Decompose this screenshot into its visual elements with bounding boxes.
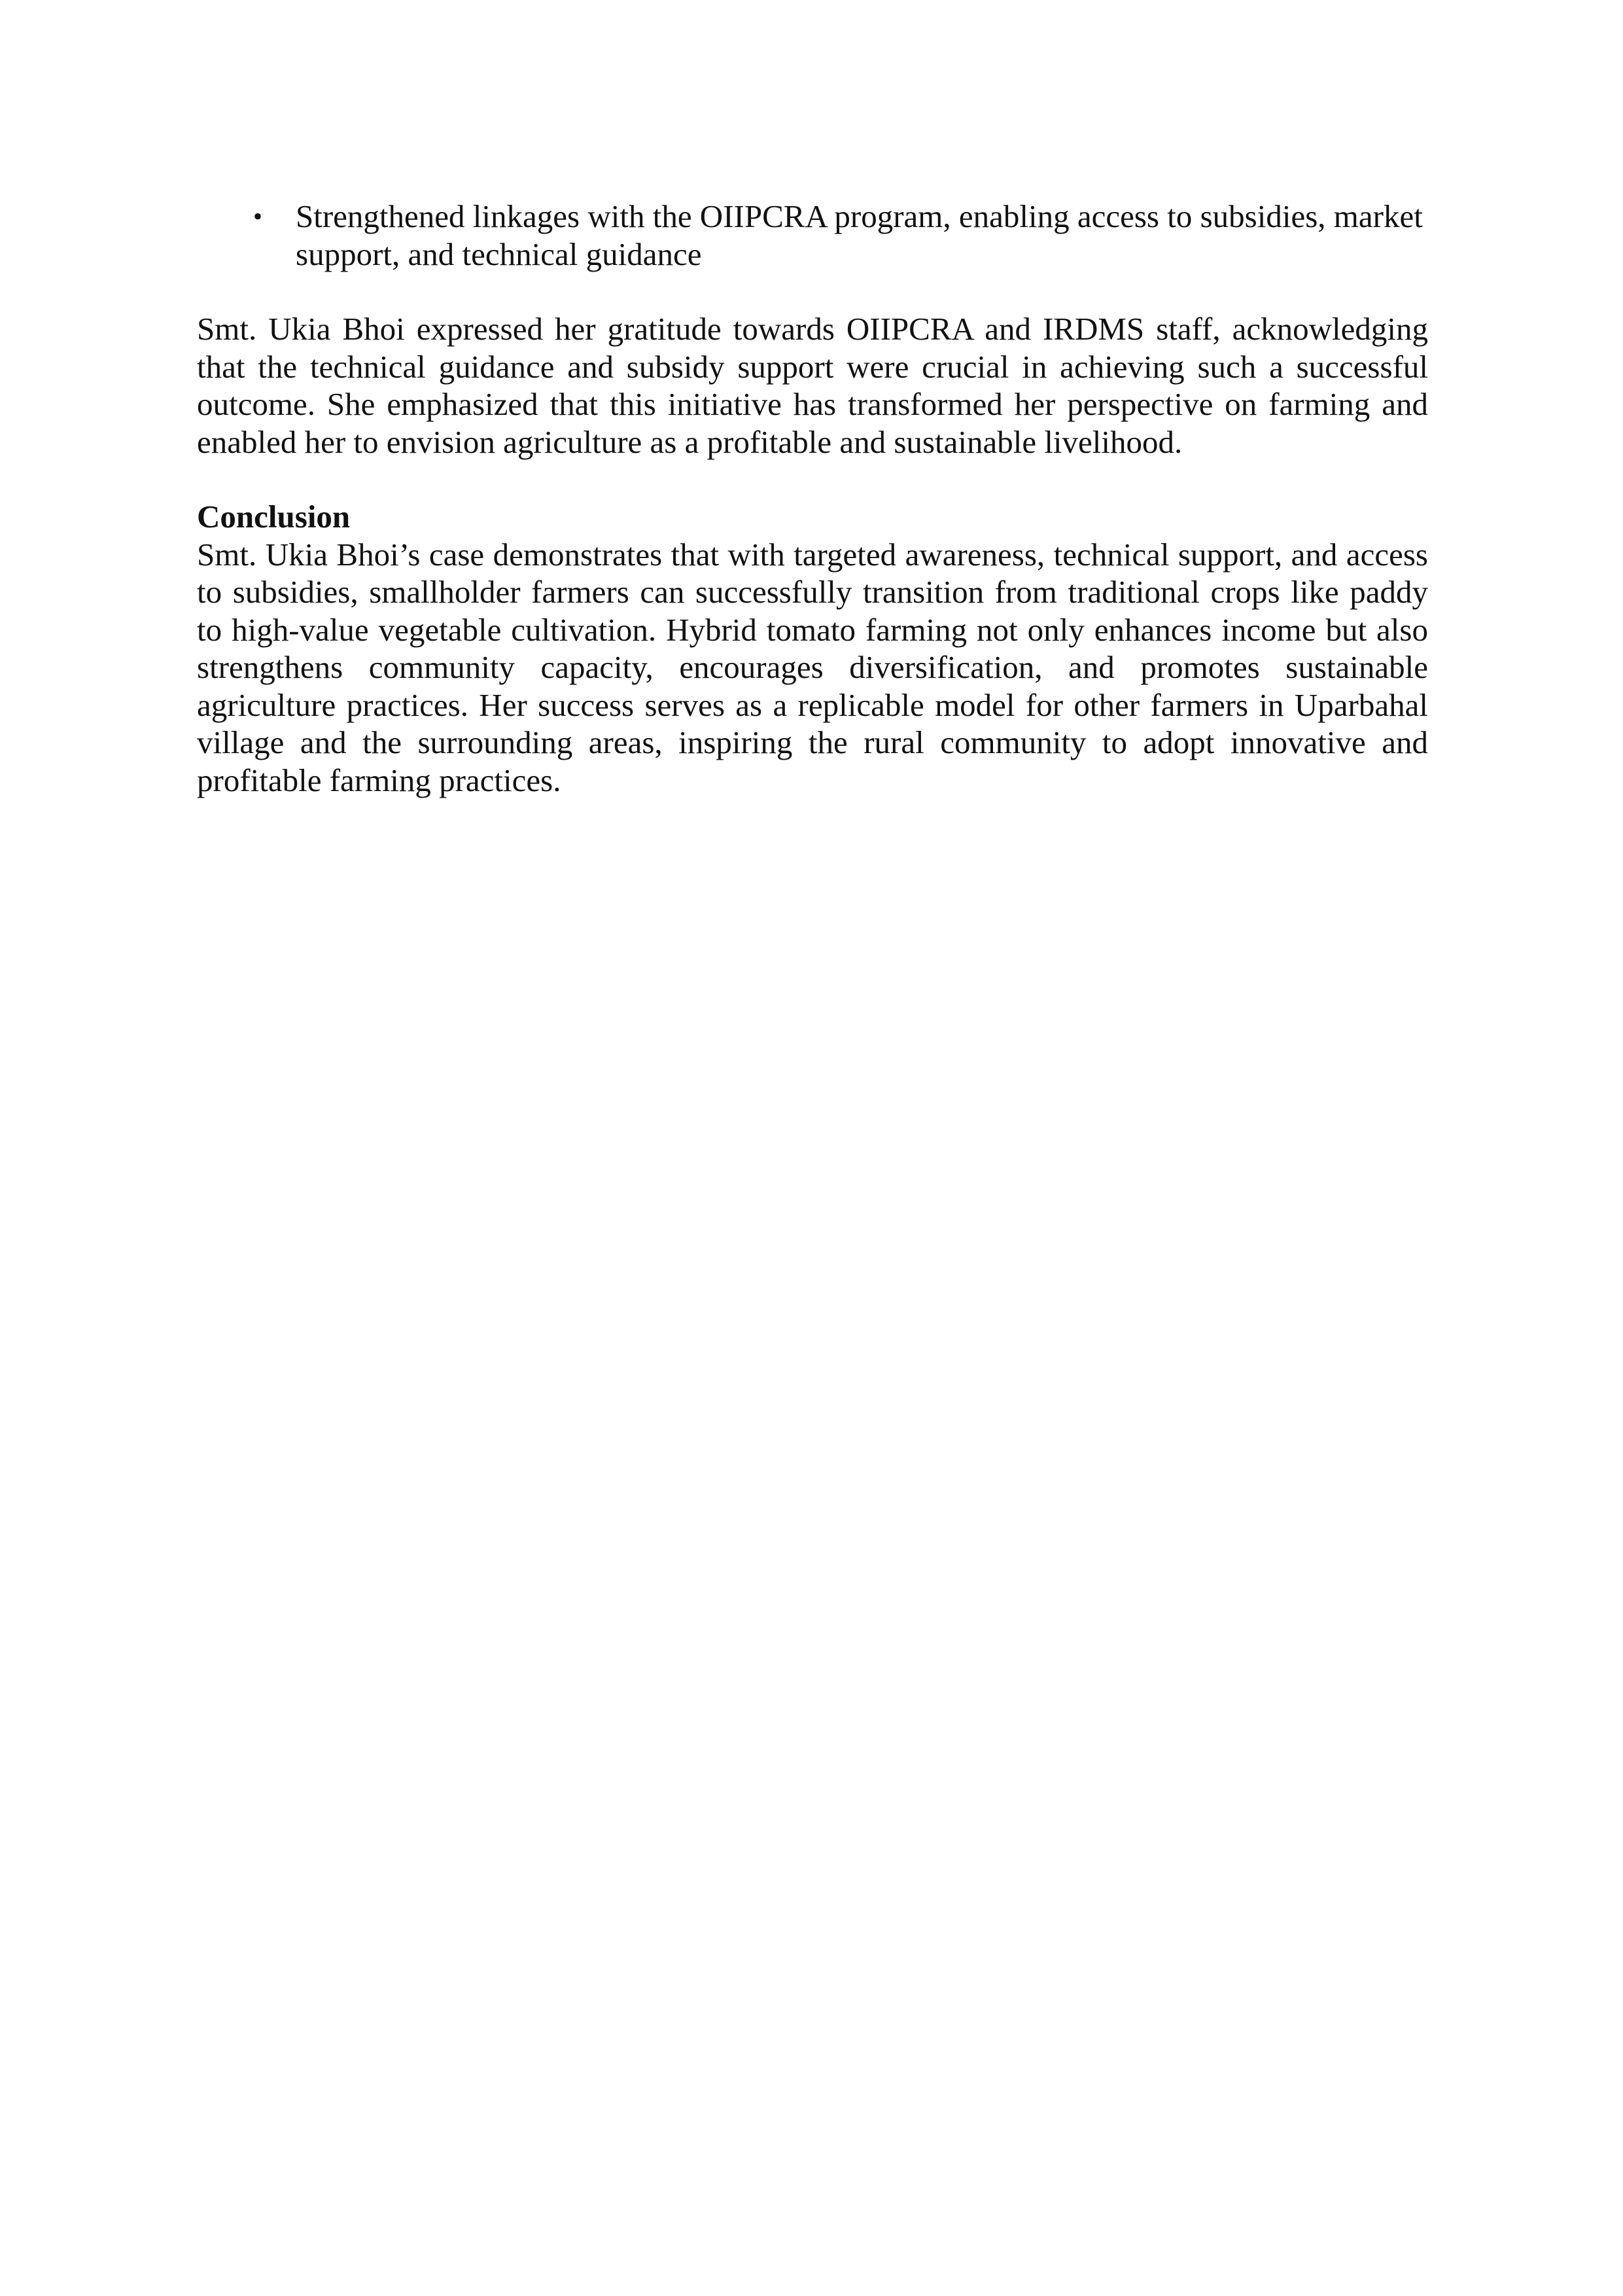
bullet-item-linkages xyxy=(197,198,1428,273)
bullet-marker: • xyxy=(253,202,262,231)
conclusion-heading: Conclusion xyxy=(197,499,351,535)
page-content xyxy=(197,198,1428,799)
bullet-text: Strengthened linkages with the OIIPCRA program, enabling access to subsidies, market support, and technical guidance xyxy=(296,198,1423,272)
gratitude-paragraph: Smt. Ukia Bhoi expressed her gratitude towards OIIPCRA and IRDMS staff, acknowledging that the technical guidance and subsidy support were crucial in achieving such a successful outcome. She emphasized that this initiative has transformed her perspective on farming and enabled her to envision agriculture as a profitable and sustainable livelihood. xyxy=(197,311,1428,460)
conclusion-paragraph: Smt. Ukia Bhoi’s case demonstrates that with targeted awareness, technical support, and access to subsidies, smallholder farmers can successfully transition from traditional crops like paddy to high-value vegetable cultivation. Hybrid tomato farming not only enhances income but also strengthens community capacity, encourages diversification, and promotes sustainable agriculture practices. Her success serves as a replicable model for other farmers in Uparbahal village and the surrounding areas, inspiring the rural community to adopt innovative and profitable farming practices. xyxy=(197,536,1428,798)
bullet-list xyxy=(197,198,1428,273)
